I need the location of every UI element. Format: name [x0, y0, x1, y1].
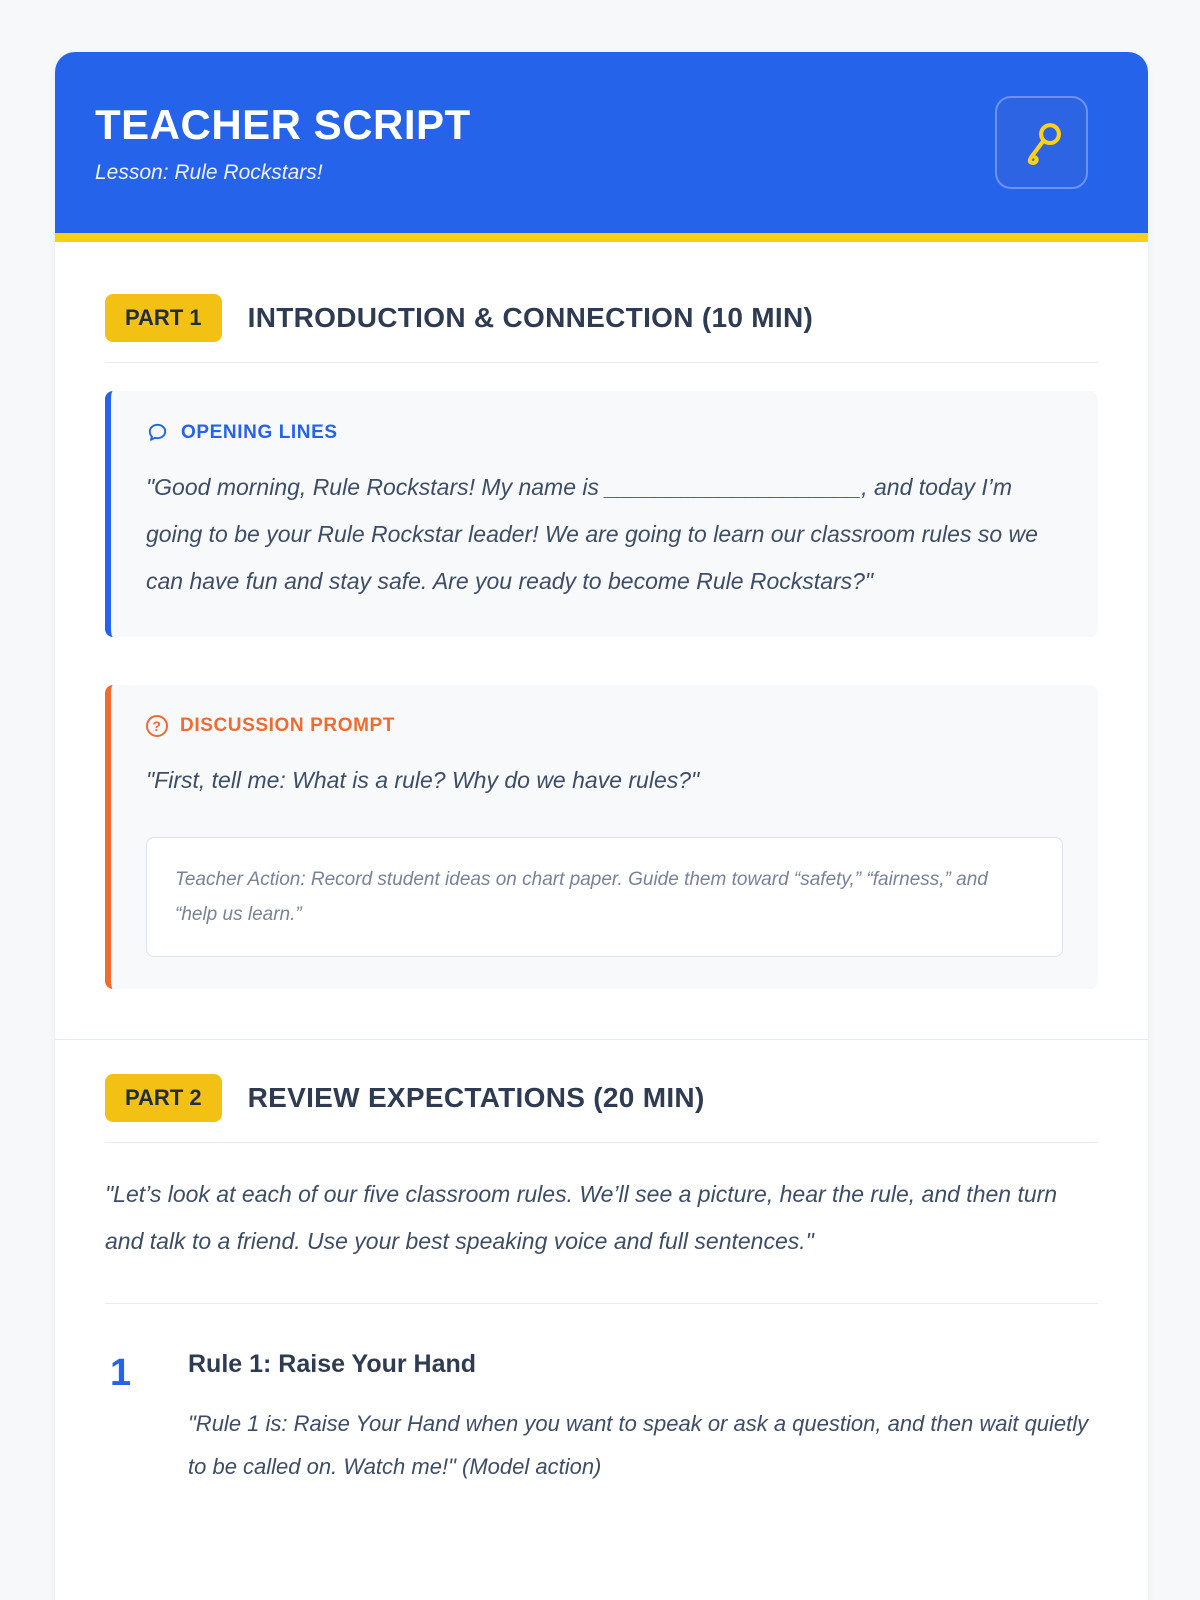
- page-title: TEACHER SCRIPT: [95, 100, 471, 148]
- discussion-prompt-label: DISCUSSION PROMPT: [180, 715, 395, 737]
- speech-bubble-icon: [146, 421, 169, 444]
- teacher-script-card: [55, 52, 1148, 1600]
- discussion-prompt-label-row: [146, 715, 1063, 737]
- discussion-prompt-text: "First, tell me: What is a rule? Why do we have rules?": [146, 767, 700, 794]
- rule-1-title: Rule 1: Raise Your Hand: [188, 1350, 477, 1379]
- opening-lines-label-row: [146, 421, 1063, 444]
- part-2-heading-row: [105, 1074, 1098, 1122]
- lesson-subtitle: Lesson: Rule Rockstars!: [95, 160, 323, 184]
- rule-item-1: [105, 1350, 1098, 1489]
- rule-1-script: "Rule 1 is: Raise Your Hand when you want to speak or ask a question, and then wait quietly to be called on. Watch me!" (Model action): [188, 1411, 1089, 1480]
- part-1-badge: PART 1: [105, 294, 222, 342]
- header: [55, 52, 1148, 233]
- header-accent-bar: [55, 233, 1148, 242]
- part-2-heading: REVIEW EXPECTATIONS (20 MIN): [247, 1081, 705, 1113]
- section-part-2: [55, 1039, 1148, 1539]
- microphone-button[interactable]: [995, 96, 1088, 189]
- divider: [105, 1142, 1098, 1143]
- part-2-badge: PART 2: [105, 1074, 222, 1122]
- discussion-prompt-callout: [105, 685, 1098, 988]
- microphone-icon: [1016, 117, 1068, 169]
- opening-lines-callout: [105, 391, 1098, 637]
- section-part-1: [55, 242, 1148, 1039]
- rule-1-number: 1: [110, 1352, 132, 1395]
- rule-1-body: [188, 1350, 1098, 1489]
- teacher-action-text: Teacher Action: Record student ideas on chart paper. Guide them toward “safety,” “fairness,” and “help us learn.”: [175, 868, 988, 925]
- header-text: [95, 101, 471, 185]
- divider: [105, 362, 1098, 363]
- part-1-heading: INTRODUCTION & CONNECTION (10 MIN): [247, 302, 814, 333]
- divider: [105, 1303, 1098, 1304]
- opening-lines-text: "Good morning, Rule Rockstars! My name is ____________________, and today I’m going to be your Rule Rockstar leader! We are going to learn our classroom rules so we can have fun and stay safe. Are you ready to become Rule Rockstars?": [146, 474, 1038, 595]
- part-1-heading-row: [105, 294, 1098, 342]
- teacher-action-note: [146, 837, 1063, 957]
- question-circle-icon: ?: [146, 715, 168, 737]
- opening-lines-label: OPENING LINES: [181, 421, 338, 443]
- part-2-intro-text: "Let’s look at each of our five classroom rules. We’ll see a picture, hear the rule, and then turn and talk to a friend. Use your best speaking voice and full sentences.": [105, 1180, 1058, 1254]
